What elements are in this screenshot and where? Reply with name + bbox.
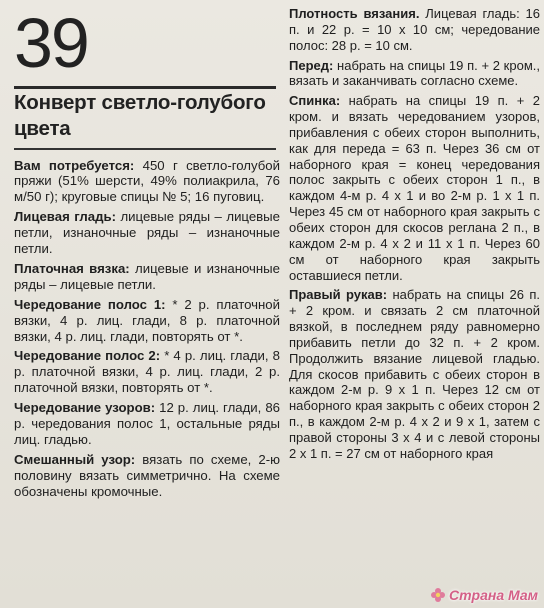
gauge-paragraph — [289, 6, 540, 54]
front-paragraph — [289, 58, 540, 90]
paragraph-term: Лицевая гладь: — [14, 209, 116, 225]
paragraph-text: * 4 р. лиц. глади, 8 р. платочной вязки, 4 р. лиц. глади, 2 р. платочной вязки, повторять от *. — [14, 348, 280, 396]
stripes-1-paragraph — [14, 297, 280, 345]
paragraph-text: лицевые и изнаночные ряды – лицевые петли. — [14, 260, 280, 292]
paragraph-text: набрать на спицы 19 п. + 2 кром., вязать и заканчивать согласно схеме. — [289, 57, 540, 89]
mixed-pattern-paragraph — [14, 452, 280, 500]
paragraph-term: Чередование полос 1: — [14, 296, 166, 312]
flower-icon — [430, 587, 446, 603]
title-rule-bottom — [14, 148, 276, 150]
paragraph-term: Чередование узоров: — [14, 400, 156, 416]
right-sleeve-paragraph — [289, 287, 540, 461]
stripes-2-paragraph — [14, 348, 280, 396]
title-rule-top — [14, 86, 276, 89]
back-paragraph — [289, 93, 540, 283]
pattern-sequence-paragraph — [14, 400, 280, 448]
materials-paragraph — [14, 158, 280, 206]
paragraph-text: набрать на спицы 19 п. + 2 кром. и вязать чередованием узоров, прибавления с обеих сторон выполнить, как для переда = 63 п. Через 36 см от наборного края = конец чередования полос закрыть с обеих сторон 1 п., в каждом 4-м р. 4 х 1 и во 2-м р. 1 х 1 п. Через 45 см от наборного края закрыть с обеих сторон для скосов реглана 2 п., в каждом 2-м р. 4 х 2 и 11 х 1 п. Через 60 см от наборного края закрыть оставшиеся петли. — [289, 93, 540, 283]
paragraph-term: Вам потребуется: — [14, 157, 135, 173]
site-watermark — [430, 587, 538, 603]
paragraph-term: Чередование полос 2: — [14, 348, 161, 364]
paragraph-text: 12 р. лиц. глади, 86 р. чередования полос 1, остальные ряды лиц. гладью. — [14, 400, 280, 447]
watermark-text: Страна Мам — [448, 587, 538, 603]
paragraph-term: Правый рукав: — [289, 287, 388, 303]
left-column — [14, 6, 280, 504]
stockinette-paragraph — [14, 209, 280, 257]
paragraph-text: * 2 р. платочной вязки, 4 р. лиц. глади, 8 р. платочной вязки, 4 р. лиц. глади, повторять от *. — [14, 296, 280, 344]
paragraph-term: Плотность вязания. — [289, 6, 420, 21]
paragraph-text: набрать на спицы 26 п. + 2 кром. и связать 2 см платочной вязкой, в последнем ряду равномерно прибавить петли до 32 п. + 2 кром. Продолжить вязание лицевой гладью. Для скосов прибавить с обеих сторон в каждом 2-м р. 9 х 1 п. Через 12 см от наборного края закрыть с обеих сторон 2 п., в каждом 2-м р. 4 х 2 и 9 х 1, затем с правой стороны 3 х 4 и с левой стороны 2 х 1 п. = 27 см от наборного края — [289, 287, 540, 461]
paragraph-text: вязать по схеме, 2-ю половину вязать симметрично. На схеме обозначены кромочные. — [14, 451, 281, 499]
paragraph-text: Лицевая гладь: 16 п. и 22 р. = 10 х 10 см; чередование полос: 28 р. = 10 см. — [289, 6, 540, 53]
paragraph-term: Смешанный узор: — [14, 451, 136, 467]
pattern-number: 39 — [14, 4, 88, 82]
right-column — [289, 6, 540, 466]
paragraph-text: 450 г светло-голубой пряжи (51% шерсти, 49% полиакрила, 76 м/50 г); круговые спицы № 5; 16 пуговиц. — [14, 157, 280, 205]
paragraph-term: Платочная вязка: — [14, 260, 130, 276]
paragraph-term: Перед: — [289, 57, 334, 73]
pattern-title: Конверт светло-голубого цвета — [14, 91, 266, 140]
paragraph-term: Спинка: — [289, 93, 341, 109]
garter-paragraph — [14, 261, 280, 293]
paragraph-text: лицевые ряды – лицевые петли, изнаночные ряды – изнаночные петли. — [14, 209, 280, 257]
